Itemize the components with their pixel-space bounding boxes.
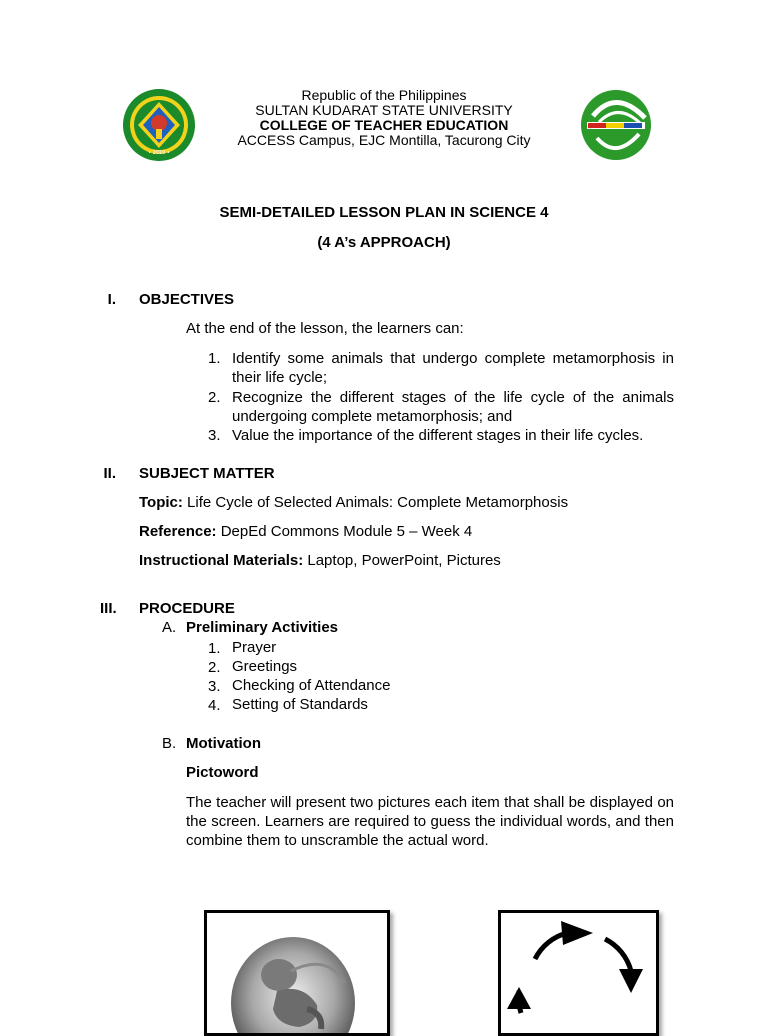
activity-item: Checking of Attendance: [232, 677, 391, 694]
document-subtitle: (4 A’s APPROACH): [317, 234, 451, 251]
header-republic: Republic of the Philippines: [301, 87, 467, 103]
activity-number: 3.: [208, 678, 221, 695]
section-numeral-subject-matter: II.: [103, 465, 116, 482]
topic-label: Topic:: [139, 494, 183, 511]
objective-item: Recognize the different stages of the life cycle of the animals undergoing complete metamorphosis; and: [232, 389, 674, 425]
objective-number: 1.: [208, 350, 221, 367]
college-logo: [579, 88, 653, 162]
objective-item: Identify some animals that undergo complete metamorphosis in their life cycle;: [232, 350, 674, 386]
cycle-arrows-picture: [498, 910, 659, 1036]
section-heading-subject-matter: SUBJECT MATTER: [139, 465, 275, 482]
activity-item: Setting of Standards: [232, 696, 368, 713]
section-numeral-procedure: III.: [100, 600, 117, 617]
objective-number: 2.: [208, 389, 221, 406]
section-numeral-objectives: I.: [107, 291, 116, 308]
materials-value: Laptop, PowerPoint, Pictures: [303, 552, 501, 569]
objective-number: 3.: [208, 427, 221, 444]
section-heading-procedure: PROCEDURE: [139, 600, 235, 617]
header-campus: ACCESS Campus, EJC Montilla, Tacurong City: [237, 132, 531, 148]
objective-item: Value the importance of the different stages in their life cycles.: [232, 427, 644, 444]
subsection-letter-a: A.: [162, 619, 177, 636]
header-university: SULTAN KUDARAT STATE UNIVERSITY: [255, 102, 513, 118]
materials-line: [139, 552, 501, 569]
university-seal-logo: [122, 88, 196, 162]
topic-line: [139, 494, 568, 511]
activity-number: 1.: [208, 640, 221, 657]
svg-text:• 2010 •: • 2010 •: [148, 150, 170, 156]
activity-number: 4.: [208, 697, 221, 714]
subsection-heading-motivation: Motivation: [186, 735, 261, 752]
activity-title: Pictoword: [186, 764, 259, 781]
activity-item: Prayer: [232, 639, 277, 656]
reference-value: DepEd Commons Module 5 – Week 4: [216, 523, 473, 540]
objectives-intro: At the end of the lesson, the learners can:: [186, 320, 464, 337]
subsection-letter-b: B.: [162, 735, 177, 752]
header-college: COLLEGE OF TEACHER EDUCATION: [259, 117, 509, 133]
section-heading-objectives: OBJECTIVES: [139, 291, 235, 308]
activity-item: Greetings: [232, 658, 298, 675]
topic-value: Life Cycle of Selected Animals: Complete Metamorphosis: [182, 494, 569, 511]
activity-description: The teacher will present two pictures each item that shall be displayed on the screen. Learners are required to guess the individual words, and then combine them to unscramble the actual word.: [186, 794, 674, 849]
activity-number: 2.: [208, 659, 221, 676]
materials-label: Instructional Materials:: [139, 552, 304, 569]
reference-line: [139, 523, 472, 540]
reference-label: Reference:: [139, 523, 217, 540]
fetus-in-womb-picture: [204, 910, 390, 1036]
subsection-heading-preliminary: Preliminary Activities: [186, 619, 339, 636]
document-title: SEMI-DETAILED LESSON PLAN IN SCIENCE 4: [219, 204, 549, 221]
